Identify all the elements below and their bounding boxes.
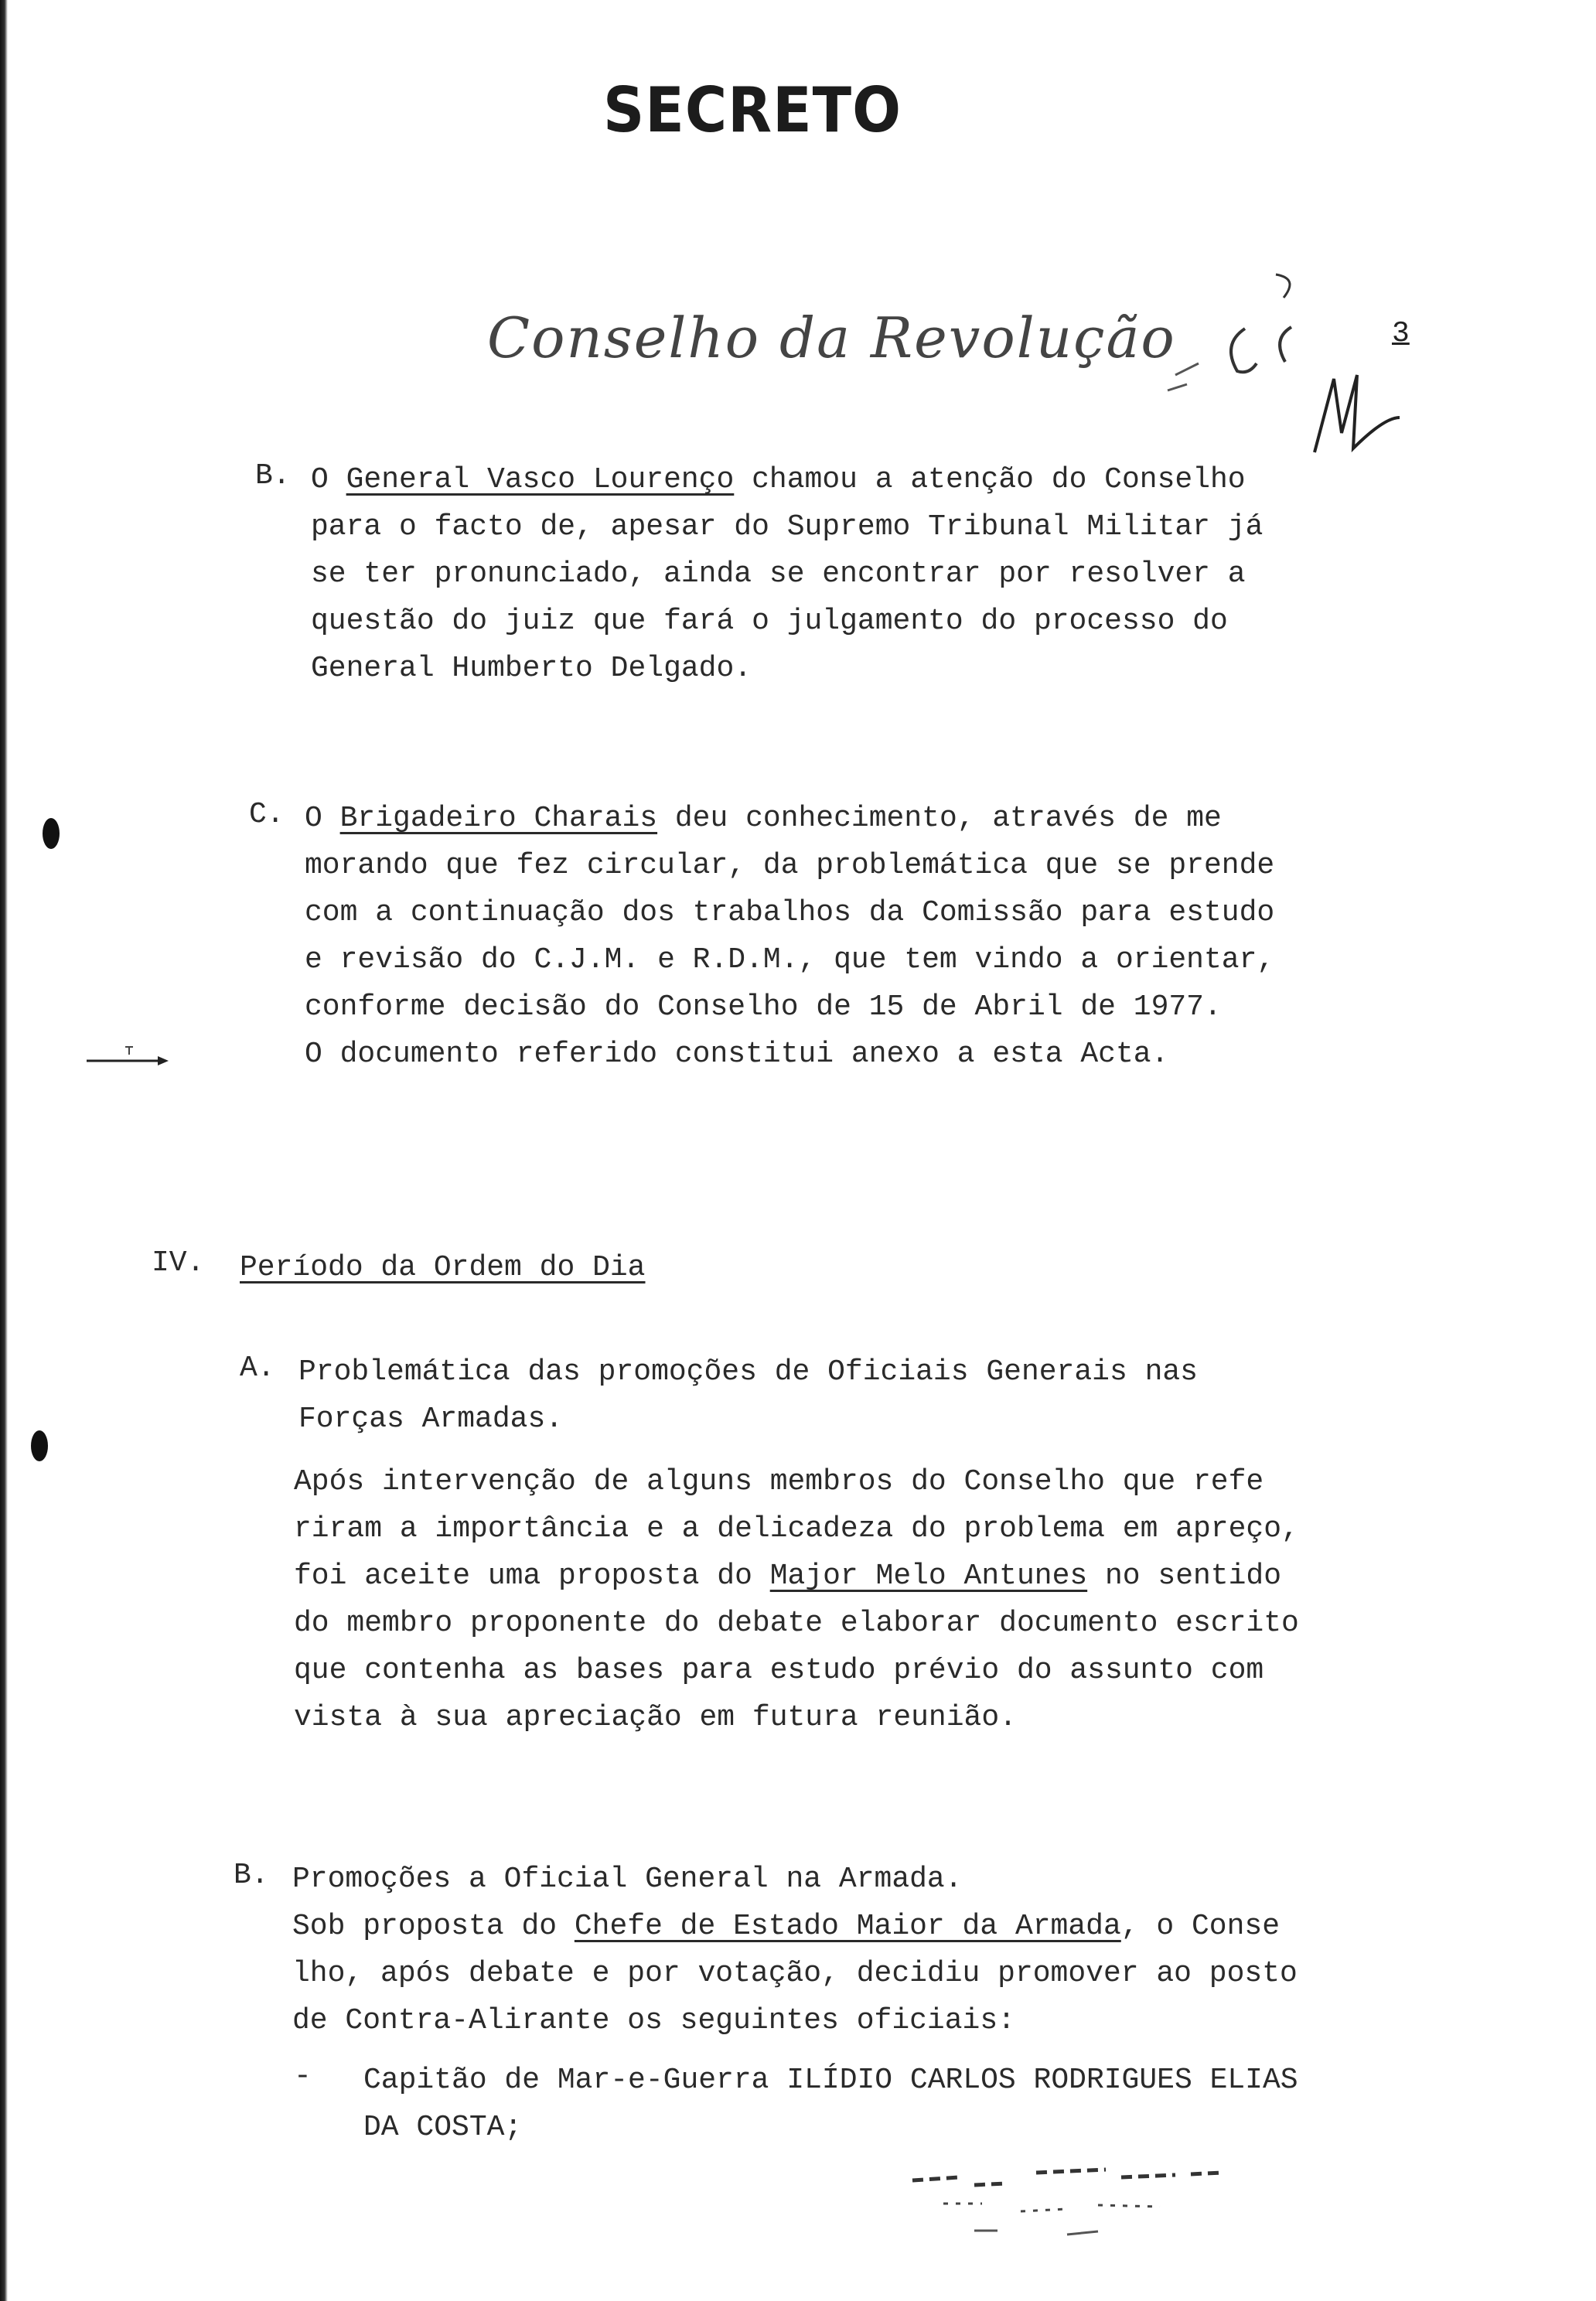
section-c-label: C.: [249, 798, 285, 831]
text-line: para o facto de, apesar do Supremo Tribunal Militar já: [311, 510, 1264, 544]
section-b-paragraph: [311, 456, 1263, 692]
text-line: questão do juiz que fará o julgamento do processo do: [311, 605, 1228, 638]
handwritten-initials: [1160, 267, 1407, 468]
text-line: General Humberto Delgado.: [311, 652, 752, 685]
text-line: Forças Armadas.: [298, 1403, 564, 1436]
scan-artifact-marks: [897, 2157, 1438, 2250]
text-line: riram a importância e a delicadeza do problema em apreço,: [294, 1512, 1299, 1546]
text-line: se ter pronunciado, ainda se encontrar por resolver a: [311, 557, 1246, 591]
text-line: do membro proponente do debate elaborar documento escrito: [294, 1607, 1299, 1640]
section-iv-label: IV.: [152, 1246, 205, 1280]
punch-hole-mark: [43, 818, 60, 849]
list-dash: -: [294, 2060, 312, 2093]
text-line: Problemática das promoções de Oficiais Generais nas: [298, 1355, 1198, 1389]
text-line: vista à sua apreciação em futura reunião.: [294, 1701, 1017, 1734]
text-line: Após intervenção de alguns membros do Conselho que refe: [294, 1465, 1264, 1498]
text-line: conforme decisão do Conselho de 15 de Abril de 1977.: [305, 990, 1222, 1024]
text-line: O Brigadeiro Charais deu conhecimento, através de me: [305, 802, 1222, 835]
margin-arrow-icon: [87, 1042, 172, 1073]
text-line: Sob proposta do Chefe de Estado Maior da Armada, o Conse: [292, 1910, 1281, 1943]
section-iv-a-body: [294, 1458, 1299, 1741]
text-line: que contenha as bases para estudo prévio do assunto com: [294, 1654, 1264, 1687]
section-iv-a-label: A.: [240, 1352, 275, 1385]
underlined-name: Brigadeiro Charais: [339, 802, 658, 835]
text-line: Promoções a Oficial General na Armada.: [292, 1863, 963, 1896]
text-line: DA COSTA;: [363, 2111, 523, 2144]
section-c-paragraph: [305, 795, 1274, 1078]
text-line: morando que fez circular, da problemática que se prende: [305, 849, 1275, 882]
text-line: foi aceite uma proposta do Major Melo Antunes no sentido: [294, 1560, 1282, 1593]
text-line: e revisão do C.J.M. e R.D.M., que tem vindo a orientar,: [305, 943, 1275, 977]
underlined-name: Major Melo Antunes: [769, 1560, 1088, 1593]
section-b-label: B.: [255, 459, 291, 493]
punch-hole-mark: [31, 1430, 48, 1461]
section-iv-title: Período da Ordem do Dia: [240, 1251, 646, 1284]
text-line: com a continuação dos trabalhos da Comissão para estudo: [305, 896, 1275, 929]
promotion-list-item: [363, 2057, 1298, 2151]
section-iv-a-heading: [298, 1348, 1198, 1443]
section-iv-b-paragraph: [292, 1856, 1298, 2044]
letterhead-title: Conselho da Revolução: [487, 305, 1176, 370]
classification-stamp: SECRETO: [603, 74, 902, 147]
section-iv-b-label: B.: [234, 1859, 269, 1892]
text-line: O documento referido constitui anexo a esta Acta.: [305, 1038, 1169, 1071]
page-number: 3: [1392, 317, 1410, 350]
scan-edge: [0, 0, 8, 2301]
underlined-name: General Vasco Lourenço: [346, 463, 735, 496]
underlined-name: Chefe de Estado Maior da Armada: [574, 1910, 1121, 1943]
text-line: O General Vasco Lourenço chamou a atenção do Conselho: [311, 463, 1246, 496]
text-line: Capitão de Mar-e-Guerra ILÍDIO CARLOS RODRIGUES ELIAS: [363, 2064, 1298, 2097]
text-line: de Contra-Alirante os seguintes oficiais:: [292, 2004, 1015, 2037]
text-line: lho, após debate e por votação, decidiu promover ao posto: [292, 1957, 1298, 1990]
